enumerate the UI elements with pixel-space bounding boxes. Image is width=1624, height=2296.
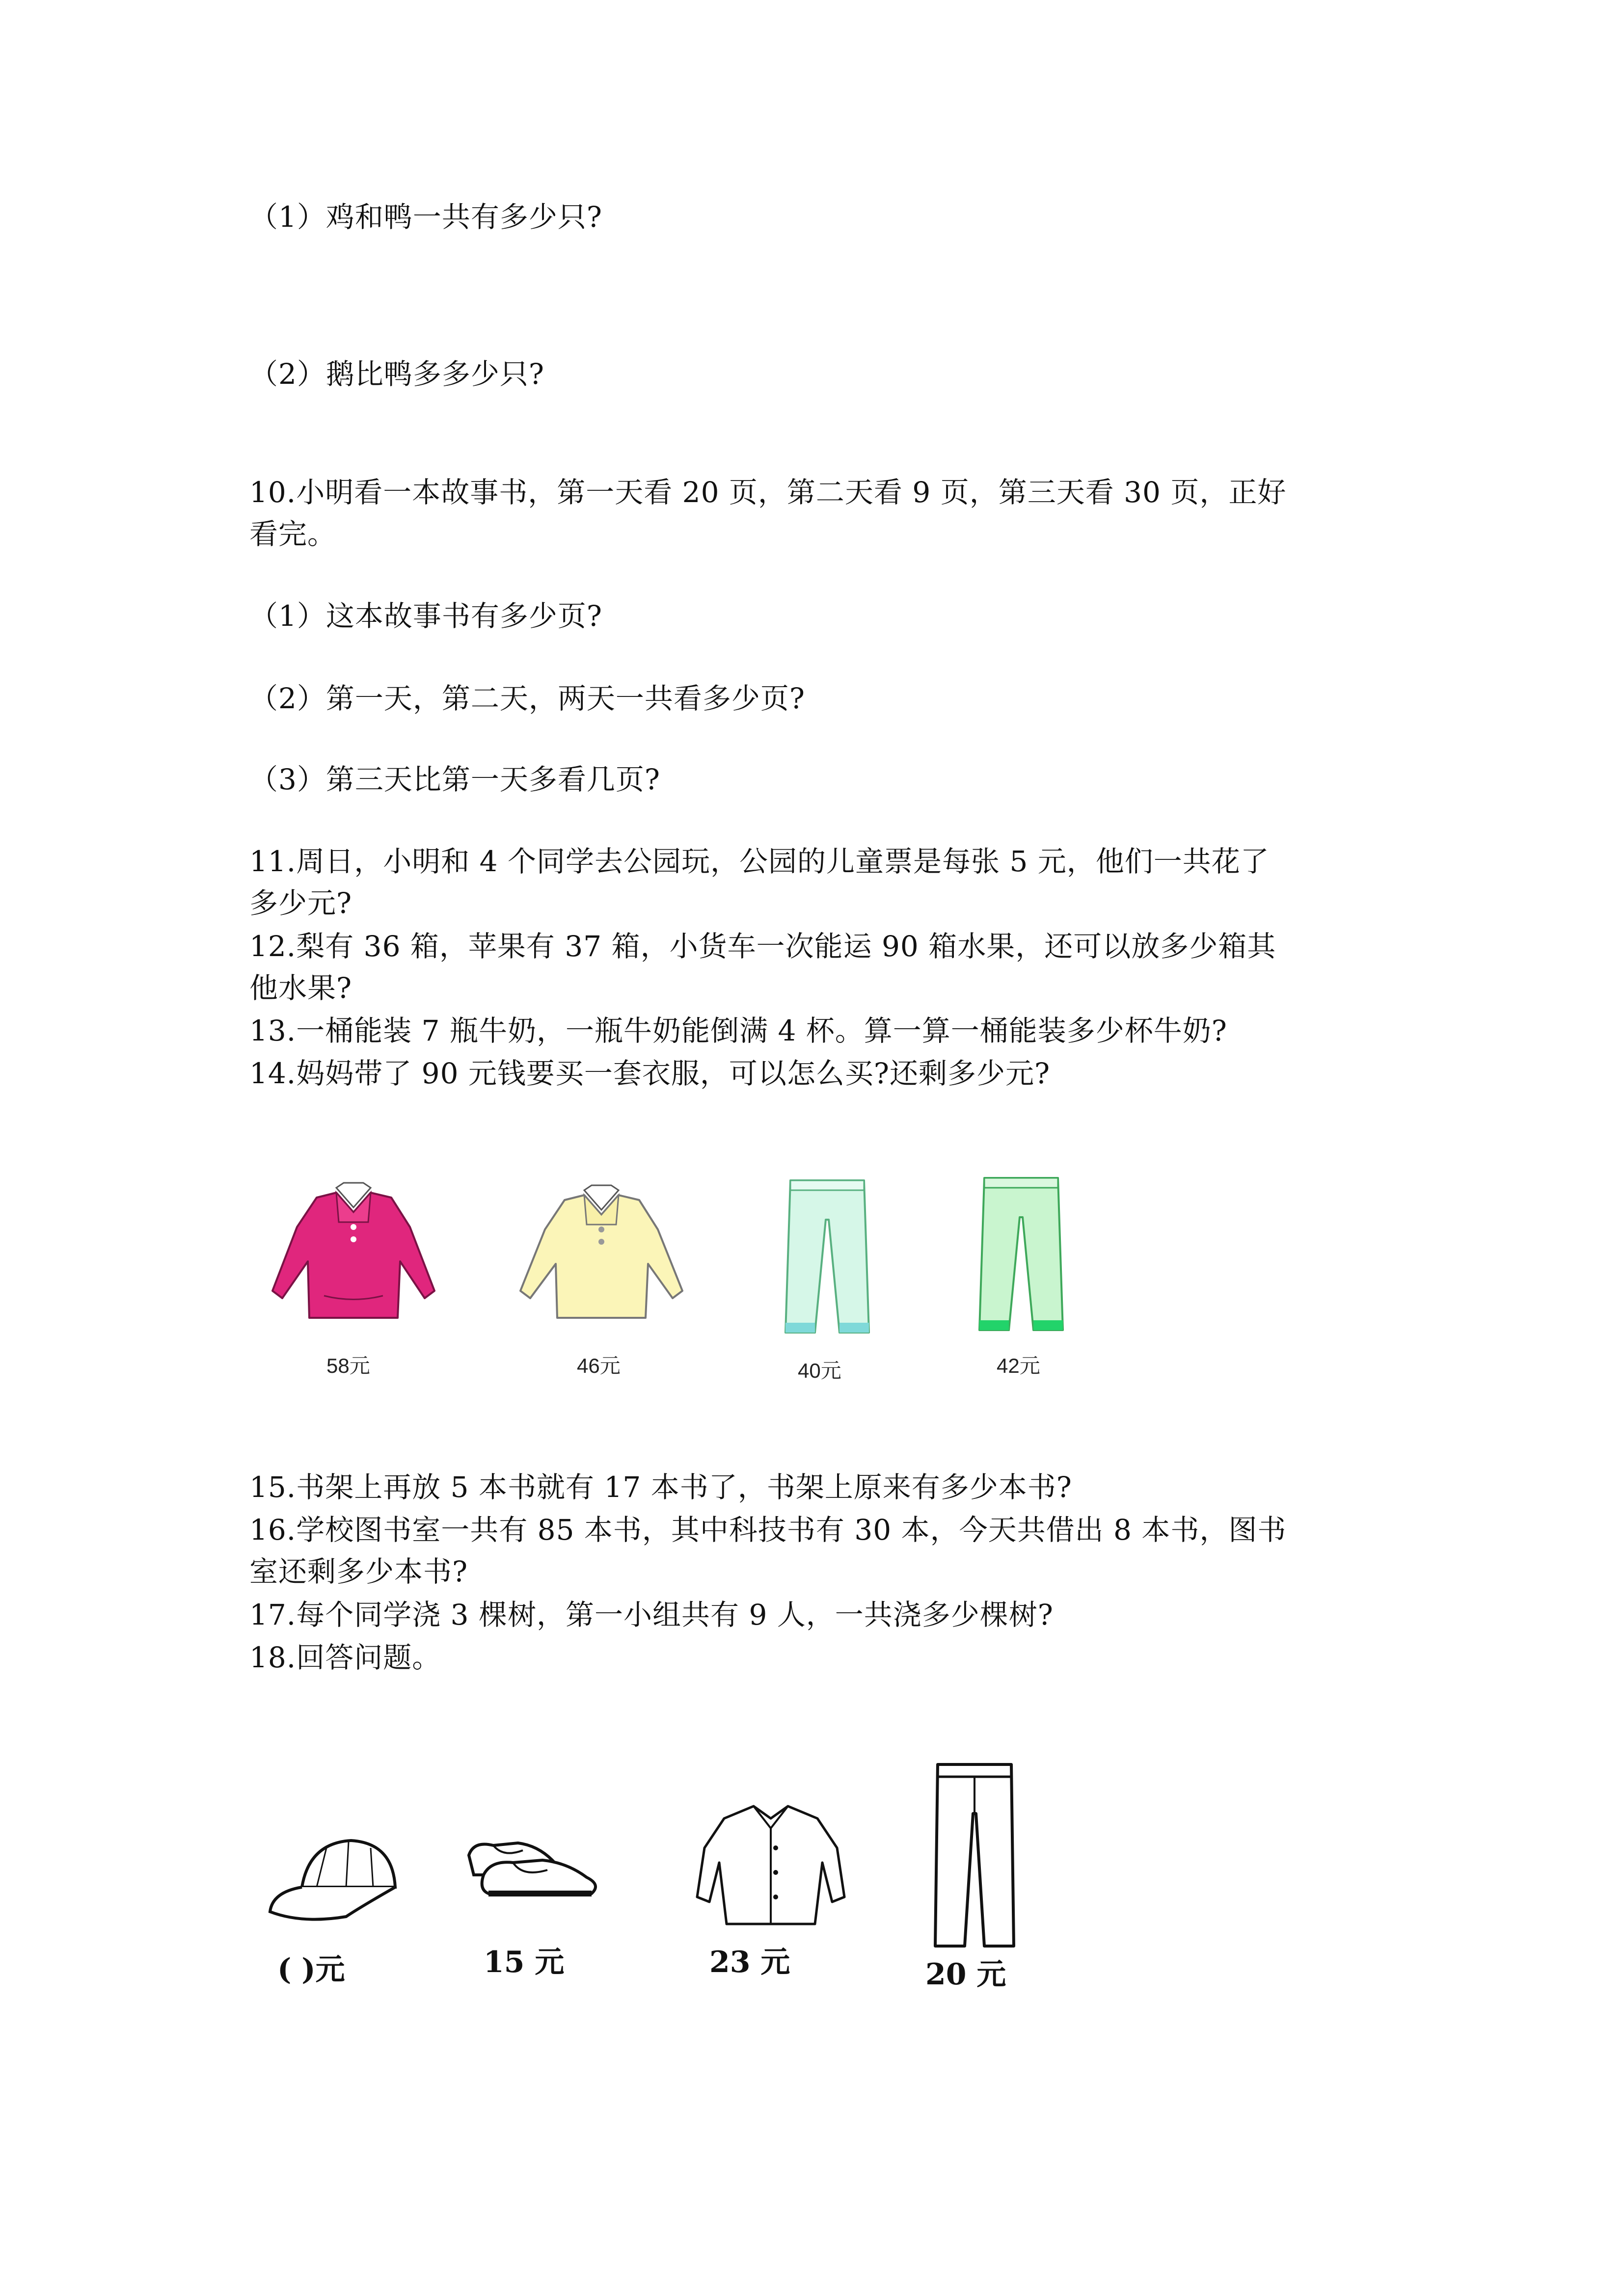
q11-line2: 多少元? <box>249 886 352 920</box>
q14-price-4: 42元 <box>997 1354 1040 1377</box>
green-pants-icon <box>965 1173 1078 1340</box>
q16-line1: 16.学校图书室一共有 85 本书，其中科技书有 30 本，今天共借出 8 本书，图书 <box>249 1513 1287 1547</box>
shirt-icon <box>690 1799 852 1929</box>
pants-icon <box>928 1760 1021 1951</box>
q15-line1: 15.书架上再放 5 本书就有 17 本书了，书架上原来有多少本书? <box>249 1470 1072 1504</box>
q18-price-4: 20 元 <box>925 1957 1006 1992</box>
q14-price-1: 58元 <box>326 1354 370 1377</box>
yellow-sweater-icon <box>511 1180 692 1323</box>
q12-line1: 12.梨有 36 箱，苹果有 37 箱，小货车一次能运 90 箱水果，还可以放多少箱其 <box>249 930 1276 963</box>
q10-line2: 看完。 <box>249 517 337 551</box>
q12-line2: 他水果? <box>249 971 352 1005</box>
q10-sub1: （1）这本故事书有多少页? <box>249 599 602 633</box>
q9-sub1: （1）鸡和鸭一共有多少只? <box>249 200 602 234</box>
q10-sub2: （2）第一天，第二天，两天一共看多少页? <box>249 682 805 715</box>
q17-line1: 17.每个同学浇 3 棵树，第一小组共有 9 人，一共浇多少棵树? <box>249 1598 1054 1631</box>
q14-price-3: 40元 <box>798 1359 841 1382</box>
q18-price-1: ( )元 <box>277 1952 345 1987</box>
q18-price-3: 23 元 <box>709 1945 790 1979</box>
q11-line1: 11.周日，小明和 4 个同学去公园玩，公园的儿童票是每张 5 元，他们一共花了 <box>249 845 1270 878</box>
q18-price-2: 15 元 <box>484 1945 565 1979</box>
q14-price-2: 46元 <box>577 1354 621 1377</box>
pink-sweater-icon <box>263 1178 444 1325</box>
cap-icon <box>263 1833 405 1931</box>
q16-line2: 室还剩多少本书? <box>249 1555 468 1588</box>
q10-line1: 10.小明看一本故事书，第一天看 20 页，第二天看 9 页，第三天看 30 页，正好 <box>249 476 1287 509</box>
q9-sub2: （2）鹅比鸭多多少只? <box>249 357 544 391</box>
q18-line1: 18.回答问题。 <box>249 1641 441 1674</box>
q14-line1: 14.妈妈带了 90 元钱要买一套衣服，可以怎么买?还剩多少元? <box>249 1057 1051 1090</box>
q13-line1: 13.一桶能装 7 瓶牛奶，一瓶牛奶能倒满 4 杯。算一算一桶能装多少杯牛奶? <box>249 1014 1227 1047</box>
light-green-pants-icon <box>771 1175 884 1342</box>
shoes-icon <box>464 1836 606 1909</box>
q10-sub3: （3）第三天比第一天多看几页? <box>249 763 660 796</box>
